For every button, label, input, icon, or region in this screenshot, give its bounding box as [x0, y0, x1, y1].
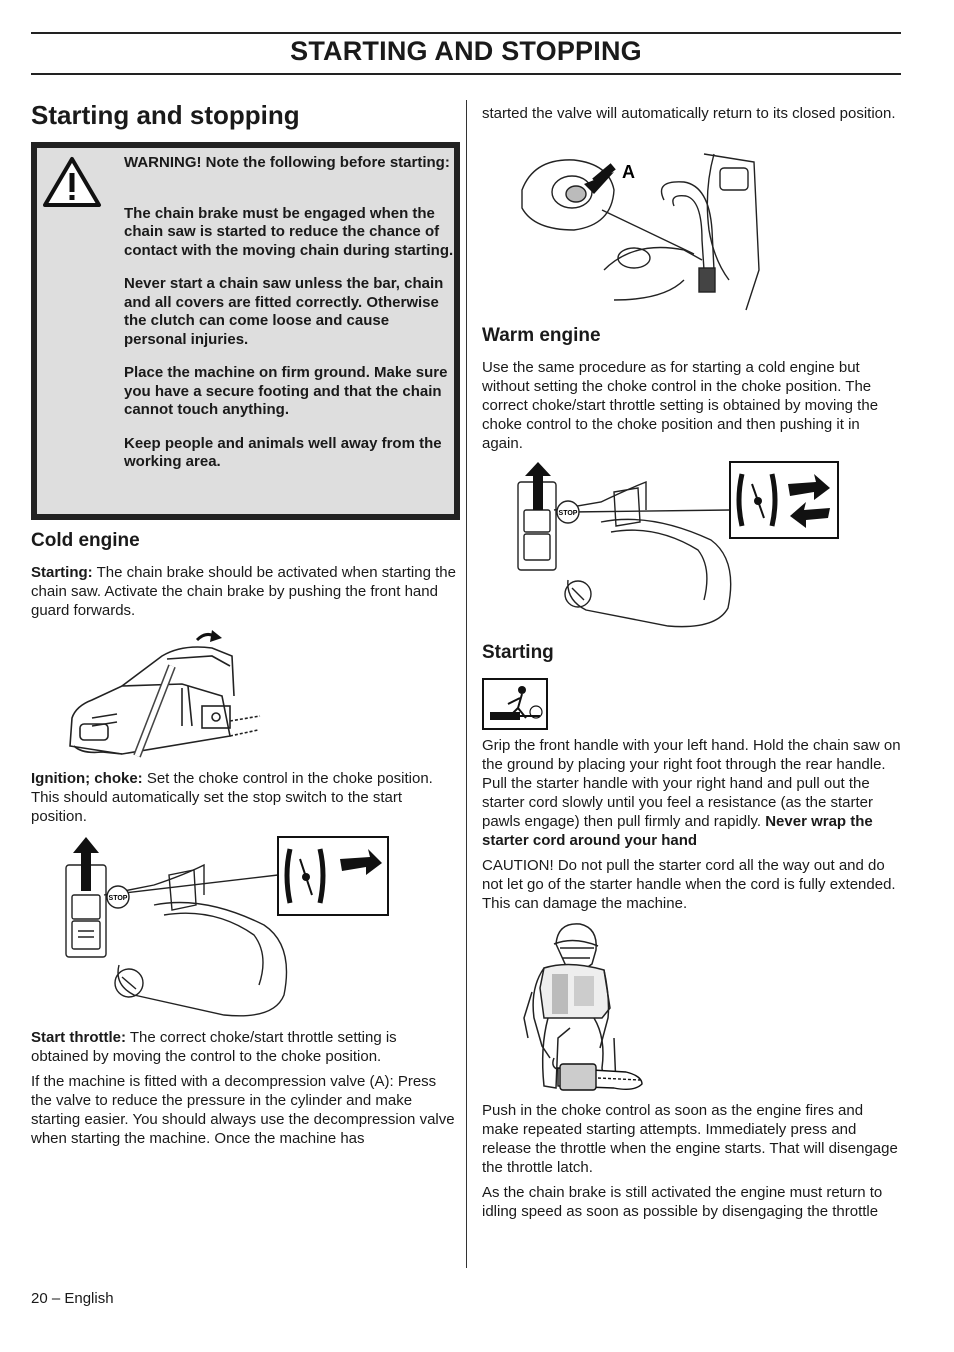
continued-paragraph: started the valve will automatically return to its closed position. [482, 105, 896, 122]
bold-label: Starting: [31, 564, 93, 581]
operator-starting-illustration [514, 918, 654, 1096]
ignition-paragraph [31, 769, 456, 826]
starting-position-icon [482, 678, 548, 730]
warning-triangle-icon [42, 156, 102, 208]
bold-label: Ignition; choke: [31, 770, 143, 787]
header-bottom-rule [31, 73, 901, 75]
figure-label-a: A [622, 162, 635, 182]
push-choke-paragraph: Push in the choke control as soon as the engine fires and make repeated starting attempts. Immediately press and release the throttle when the engine starts. That will disengage the throttle latch. [482, 1102, 898, 1176]
page-footer: 20 – English [31, 1290, 114, 1307]
header-top-rule [31, 32, 901, 34]
bold-warning: Never wrap the starter cord around your hand [482, 813, 873, 849]
warning-paragraph: Place the machine on firm ground. Make sure you have a secure footing and that the chain cannot touch anything. [124, 364, 448, 418]
cold-engine-title: Cold engine [31, 530, 140, 551]
bold-label: Start throttle: [31, 1029, 126, 1046]
body-text: The chain brake should be activated when starting the chain saw. Activate the chain brake by pushing the front hand guard forwards. [31, 564, 456, 619]
start-throttle-paragraph [31, 1028, 456, 1066]
body-text: Set the choke control in the choke position. This should automatically set the stop switch to the start position. [31, 770, 433, 825]
stop-label: STOP [558, 510, 578, 517]
column-divider [466, 100, 467, 1268]
warning-box [31, 142, 460, 520]
warm-engine-paragraph: Use the same procedure as for starting a cold engine but without setting the choke control in the choke position. The correct choke/start throttle setting is obtained by moving the choke control to the choke position and then pushing it in again. [482, 359, 879, 452]
warm-choke-illustration [516, 460, 842, 636]
warm-engine-title: Warm engine [482, 325, 601, 346]
warning-paragraph: Never start a chain saw unless the bar, chain and all covers are fitted correctly. Otherwise the clutch can come loose and cause personal injuries. [124, 275, 444, 348]
caution-paragraph: CAUTION! Do not pull the starter cord all the way out and do not let go of the starter handle when the cord is fully extended. This can damage the machine. [482, 857, 896, 912]
warning-paragraph: The chain brake must be engaged when the chain saw is started to reduce the chance of contact with the moving chain during starting. [124, 204, 454, 259]
chainsaw-brake-illustration [62, 626, 262, 762]
section-title: Starting and stopping [31, 100, 300, 130]
choke-control-illustration [64, 835, 394, 1025]
decompression-valve-illustration [514, 150, 764, 318]
cold-starting-paragraph [31, 563, 456, 620]
warning-heading: WARNING! Note the following before starting: [124, 154, 450, 171]
body-text: The correct choke/start throttle setting is obtained by moving the control to the choke position. [31, 1029, 397, 1065]
stop-label: STOP [108, 895, 128, 902]
starting-title: Starting [482, 642, 554, 663]
decompression-paragraph: If the machine is fitted with a decompression valve (A): Press the valve to reduce the pressure in the cylinder and make starting easier. You should always use the decompression valve when starting the machine. Once the machine has [31, 1073, 455, 1147]
body-text: Grip the front handle with your left hand. Hold the chain saw on the ground by placing your right foot through the rear handle. Pull the starter handle with your right hand and pull out the starter cord slowly until you feel a resistance (as the starter pawls engage) then pull firmly and rapidly. [482, 737, 901, 830]
starting-paragraph [482, 736, 902, 850]
chain-brake-paragraph: As the chain brake is still activated the engine must return to idling speed as soon as possible by disengaging the throttle [482, 1184, 883, 1220]
page-header-title: STARTING AND STOPPING [290, 36, 642, 66]
warning-paragraph: Keep people and animals well away from the working area. [124, 434, 442, 470]
